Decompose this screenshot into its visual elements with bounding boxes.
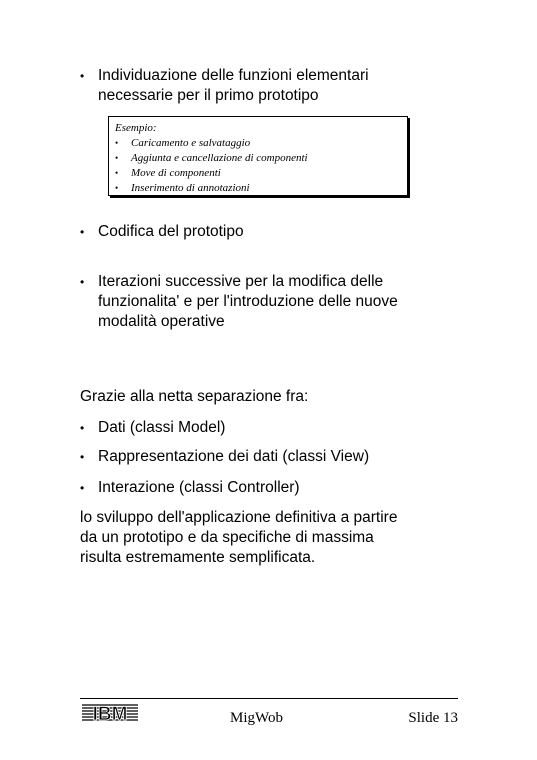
bullet-dot-icon: •	[115, 138, 119, 148]
bullet-dot-icon: •	[115, 168, 119, 178]
conclusion-line: risulta estremamente semplificata.	[80, 549, 316, 566]
example-item-text: Inserimento di annotazioni	[131, 182, 250, 194]
example-title: Esempio:	[115, 122, 157, 134]
bullet-line: Individuazione delle funzioni elementari	[98, 67, 369, 84]
example-item-text: Move di componenti	[131, 167, 221, 179]
footer-divider	[80, 698, 458, 699]
logo-lettering: IBM	[92, 704, 128, 724]
bullet-line: funzionalita' e per l'introduzione delle nuove	[98, 293, 398, 310]
bullet-model	[80, 418, 480, 438]
bullet-line: Iterazioni successive per la modifica delle	[98, 273, 384, 290]
example-item	[115, 136, 401, 151]
bullet-dot: •	[80, 275, 85, 289]
bullet-dot: •	[80, 450, 85, 464]
bullet-iterazioni	[80, 272, 480, 332]
conclusion-text	[80, 508, 480, 568]
bullet-controller	[80, 478, 480, 498]
example-item-text: Aggiunta e cancellazione di componenti	[131, 152, 308, 164]
bullet-text: Rappresentazione dei dati (classi View)	[98, 448, 370, 465]
bullet-line: modalità operative	[98, 313, 225, 330]
example-item	[115, 166, 401, 181]
conclusion-line: da un prototipo e da specifiche di massima	[80, 529, 374, 546]
example-item-text: Caricamento e salvataggio	[131, 137, 251, 149]
example-box	[108, 116, 408, 196]
bullet-codifica	[80, 222, 480, 242]
example-item	[115, 151, 401, 166]
bullet-line: Codifica del prototipo	[98, 223, 244, 240]
ibm-logo-icon	[80, 700, 140, 724]
bullet-view	[80, 447, 480, 467]
bullet-text	[98, 66, 478, 106]
bullet-text: Dati (classi Model)	[98, 419, 226, 436]
bullet-individuazione	[80, 66, 480, 106]
footer-title: MigWob	[230, 710, 283, 726]
bullet-line: necessarie per il primo prototipo	[98, 87, 319, 104]
bullet-dot-icon: •	[115, 153, 119, 163]
bullet-dot: •	[80, 481, 85, 495]
conclusion-line: lo sviluppo dell'applicazione definitiva a partire	[80, 509, 398, 526]
bullet-text: Interazione (classi Controller)	[98, 479, 300, 496]
bullet-dot: •	[80, 225, 85, 239]
bullet-dot: •	[80, 421, 85, 435]
intro-text: Grazie alla netta separazione fra:	[80, 388, 309, 405]
bullet-text	[98, 272, 478, 332]
bullet-dot-icon: •	[115, 183, 119, 193]
slide-number: Slide 13	[408, 710, 458, 726]
example-item	[115, 181, 401, 196]
bullet-text	[98, 222, 478, 242]
bullet-dot: •	[80, 69, 85, 83]
